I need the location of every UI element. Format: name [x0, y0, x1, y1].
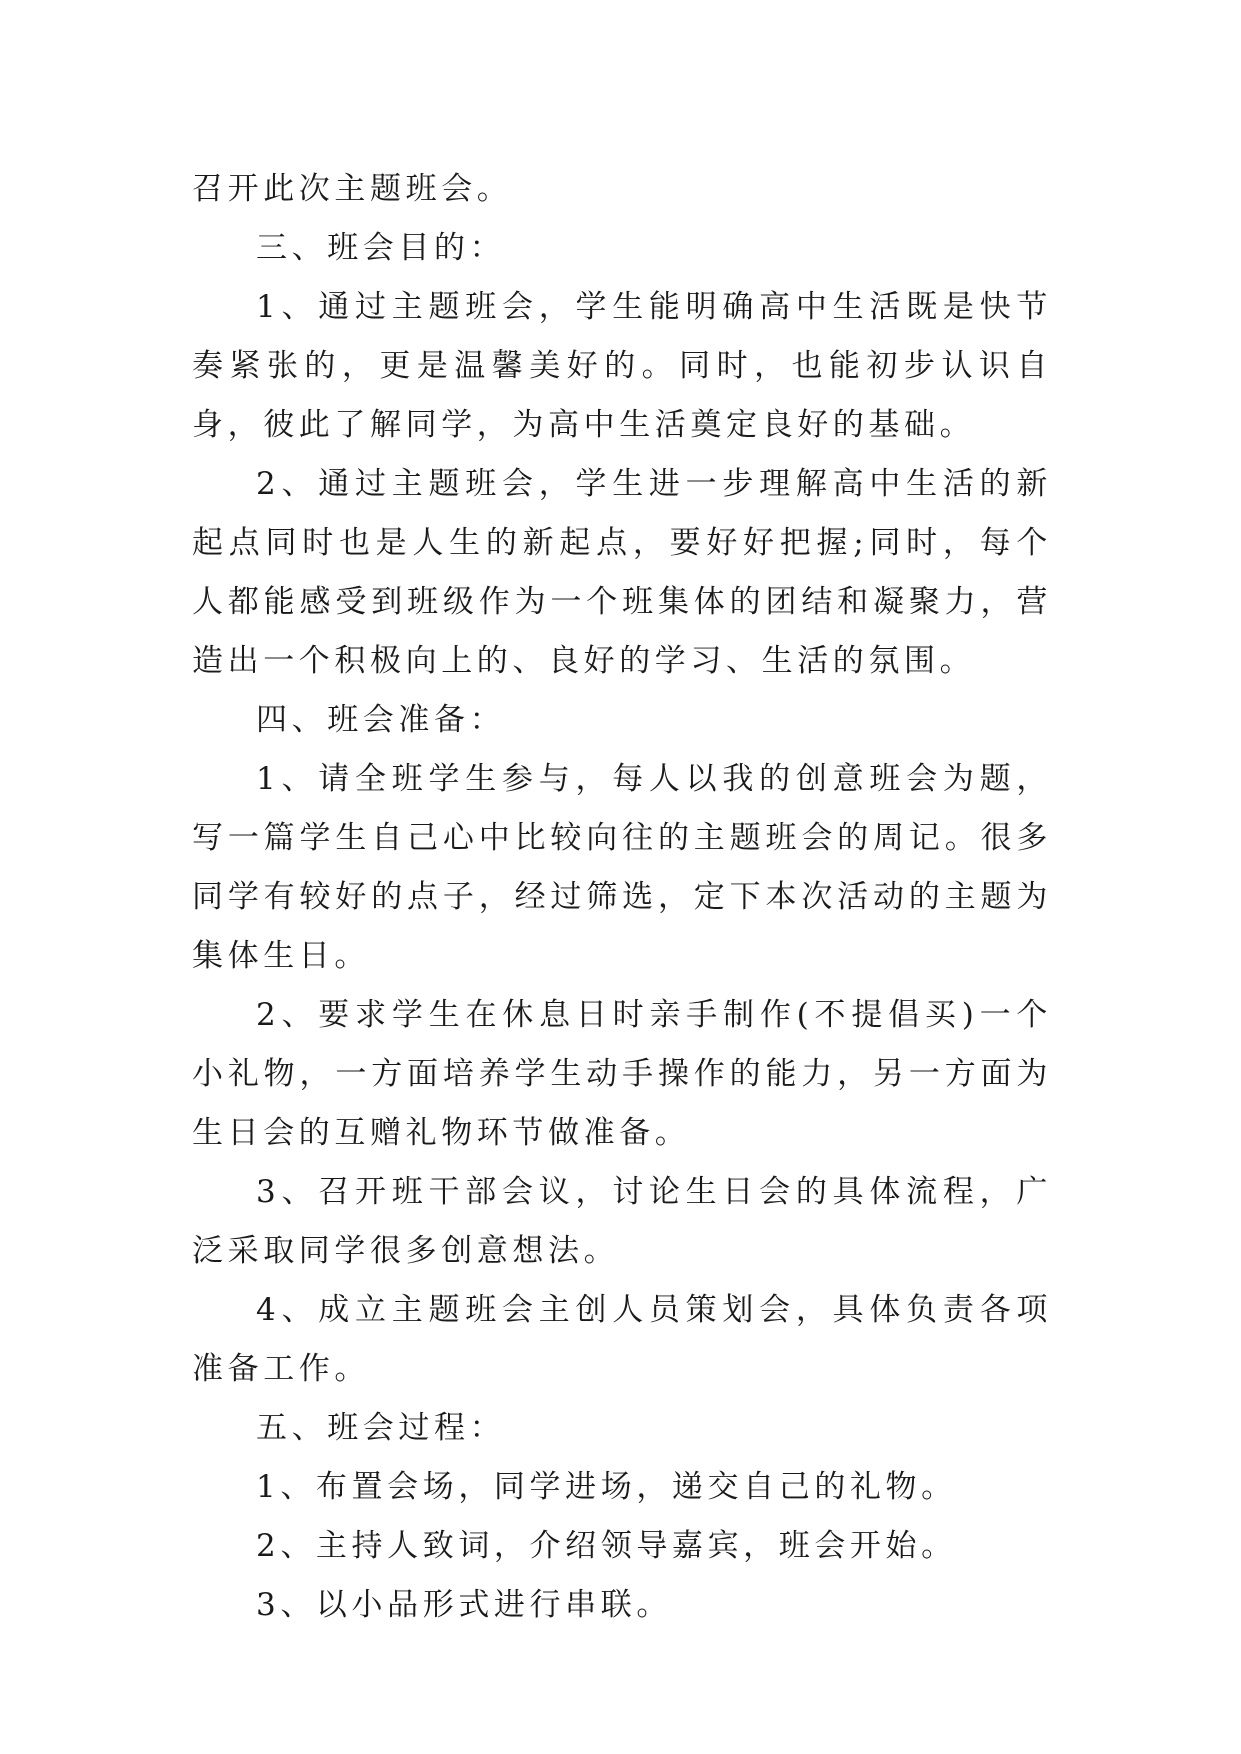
paragraph-process-1: 1、布置会场，同学进场，递交自己的礼物。 — [256, 1469, 957, 1505]
paragraph-preparation-3: 3、召开班干部会议，讨论生日会的具体流程，广泛采取同学很多创意想法。 — [192, 1174, 1052, 1269]
paragraph-preparation-1: 1、请全班学生参与，每人以我的创意班会为题，写一篇学生自己心中比较向往的主题班会的周记。很多同学有较好的点子，经过筛选，定下本次活动的主题为集体生日。 — [192, 761, 1052, 974]
paragraph-continuation: 召开此次主题班会。 — [192, 171, 513, 207]
section-heading-objectives: 三、班会目的： — [256, 230, 506, 266]
paragraph-preparation-2: 2、要求学生在休息日时亲手制作(不提倡买)一个小礼物，一方面培养学生动手操作的能力，另一方面为生日会的互赠礼物环节做准备。 — [192, 997, 1052, 1151]
paragraph-process-3: 3、以小品形式进行串联。 — [256, 1587, 672, 1623]
paragraph-process-2: 2、主持人致词，介绍领导嘉宾，班会开始。 — [256, 1528, 957, 1564]
paragraph-objective-1: 1、通过主题班会，学生能明确高中生活既是快节奏紧张的，更是温馨美好的。同时，也能初步认识自身，彼此了解同学，为高中生活奠定良好的基础。 — [192, 289, 1052, 443]
paragraph-objective-2: 2、通过主题班会，学生进一步理解高中生活的新起点同时也是人生的新起点，要好好把握;同时，每个人都能感受到班级作为一个班集体的团结和凝聚力，营造出一个积极向上的、良好的学习、生活的氛围。 — [192, 466, 1052, 679]
section-heading-process: 五、班会过程： — [256, 1410, 506, 1446]
paragraph-preparation-4: 4、成立主题班会主创人员策划会，具体负责各项准备工作。 — [192, 1292, 1052, 1387]
section-heading-preparation: 四、班会准备： — [256, 702, 506, 738]
document-body — [192, 160, 1052, 1635]
